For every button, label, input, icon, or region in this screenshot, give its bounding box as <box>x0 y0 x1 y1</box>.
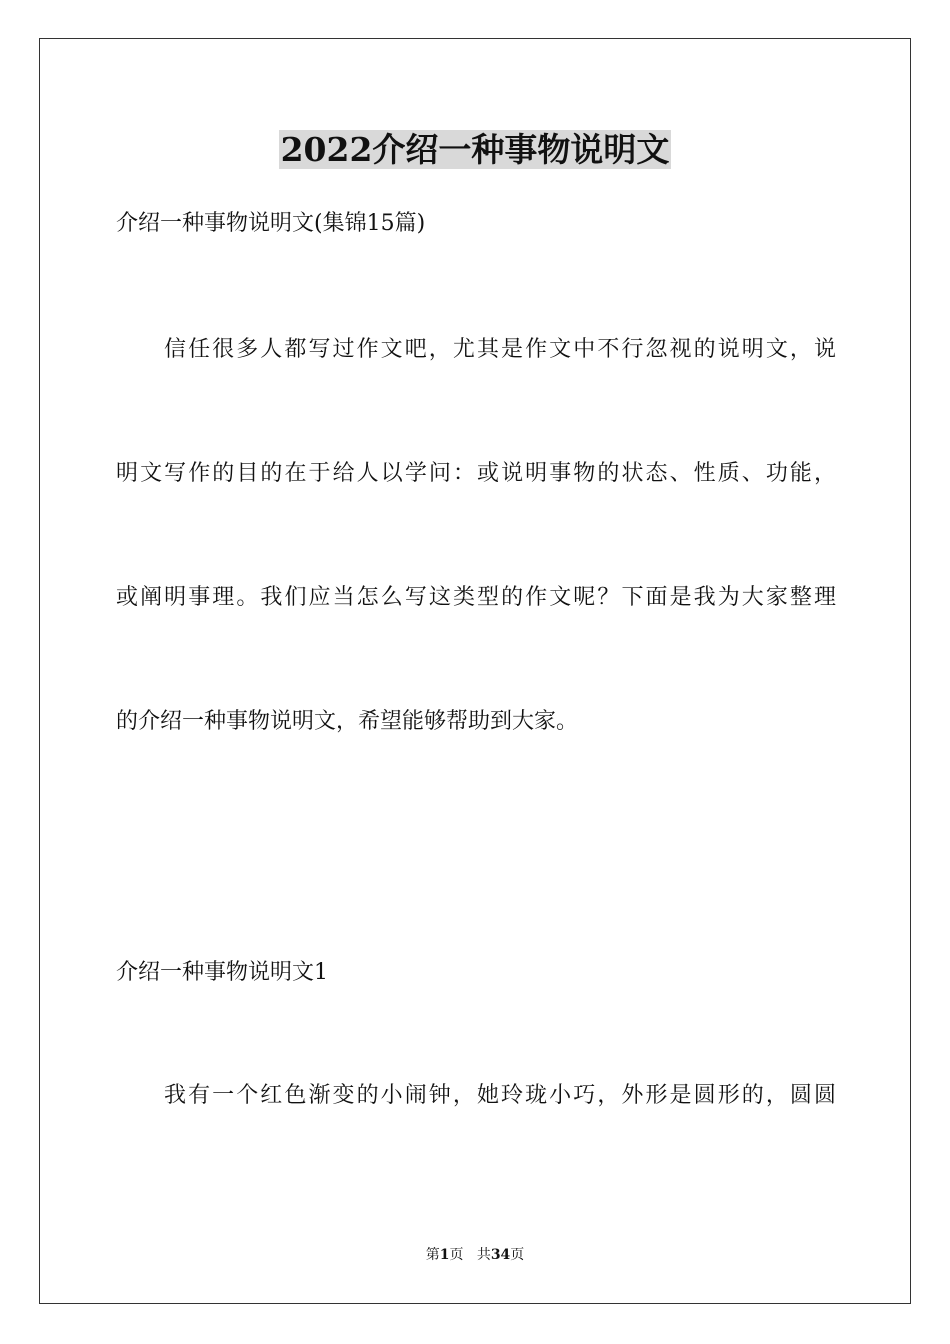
intro-paragraph-line-4: 的介绍一种事物说明文，希望能够帮助到大家。 <box>116 709 579 734</box>
intro-paragraph-line-3: 或阐明事理。我们应当怎么写这类型的作文呢？下面是我为大家整理 <box>116 585 836 610</box>
footer-total-suffix: 页 <box>510 1247 525 1263</box>
footer-page-prefix: 第 <box>425 1247 440 1263</box>
footer-page-suffix: 页 <box>449 1247 464 1263</box>
document-subtitle: 介绍一种事物说明文(集锦15篇) <box>116 211 426 236</box>
intro-paragraph-line-2: 明文写作的目的在于给人以学问：或说明事物的状态、性质、功能， <box>116 461 836 486</box>
intro-paragraph-line-1: 信任很多人都写过作文吧，尤其是作文中不行忽视的说明文，说 <box>164 337 836 362</box>
footer-page-number: 1 <box>439 1247 450 1263</box>
document-title-text: 2022介绍一种事物说明文 <box>280 130 670 169</box>
page-footer <box>0 1245 950 1265</box>
footer-total-prefix: 共 <box>476 1247 491 1263</box>
section-paragraph-line-1: 我有一个红色渐变的小闹钟，她玲珑小巧，外形是圆形的，圆圆 <box>164 1083 836 1108</box>
document-title <box>0 128 950 172</box>
section-heading: 介绍一种事物说明文1 <box>116 960 328 985</box>
footer-total-pages: 34 <box>490 1247 511 1263</box>
